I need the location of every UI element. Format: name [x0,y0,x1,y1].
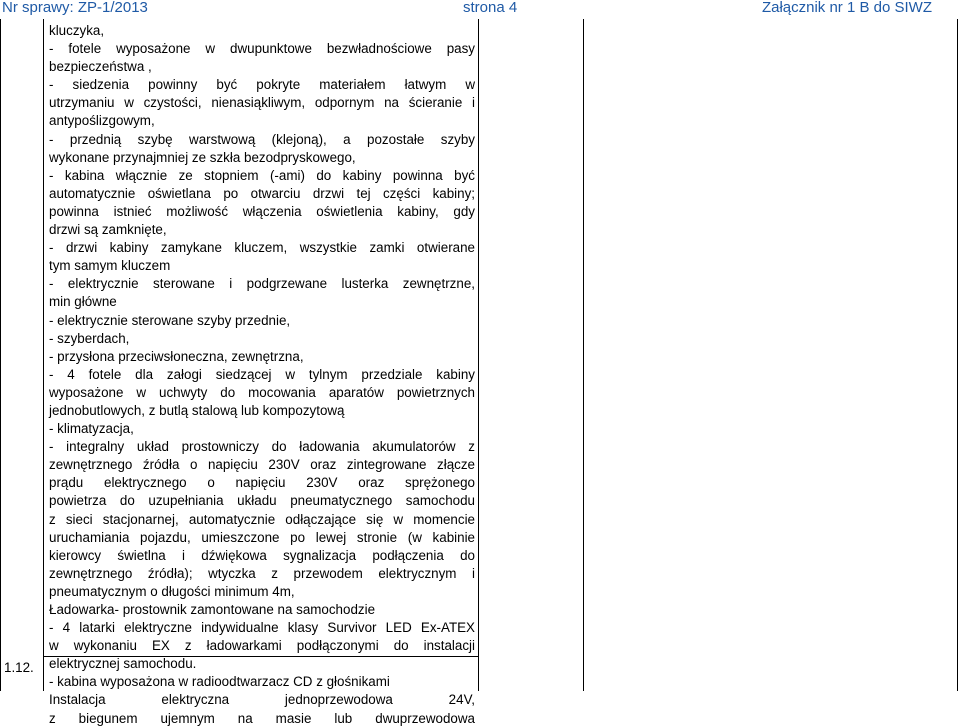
text-line: - integralny układ prostowniczy do ładowania akumulatorów z [49,439,475,455]
text-line: - drzwi kabiny zamykane kluczem, wszystkie zamki otwierane [49,240,475,256]
text-line: - klimatyzacja, [49,421,134,437]
text-line: - 4 latarki elektryczne indywidualne klasy Survivor LED Ex-ATEX [49,620,475,636]
table-border-right [957,19,958,691]
text-line: - siedzenia powinny być pokryte materiałem łatwym w [49,77,475,93]
text-line: kierowcy świetlna i dźwiękowa sygnalizacja podłączenia do [49,547,475,563]
text-line: jednobutlowych, z butlą stalową lub kompozytową [49,402,345,418]
text-line: uruchamiania pojazdu, umieszczone po lewej stronie (w kabinie [49,529,475,545]
text-line: tym samym kluczem [49,258,171,274]
text-line: - fotele wyposażone w dwupunktowe bezwładnościowe pasy [49,41,475,57]
row-number: 1.12. [4,660,34,675]
table-border-left [0,19,1,691]
page-header [0,0,960,20]
attachment-label: Załącznik nr 1 B do SIWZ [761,0,932,16]
text-line: automatycznie oświetlana po otwarciu drzwi tej części kabiny; [49,185,475,201]
text-line: - kabina wyposażona w radioodtwarzacz CD z głośnikami [49,674,390,690]
table-divider-2 [478,19,479,691]
text-line: utrzymaniu w czystości, nienasiąkliwym, odpornym na ścieranie i [49,95,475,111]
text-line: powietrza do uzupełniania układu pneumatycznego samochodu [49,493,475,509]
text-line: zewnętrznego źródła o napięciu 230V oraz zintegrowane złącze [49,457,475,473]
text-line: drzwi są zamknięte, [49,222,167,238]
text-line: - 4 fotele dla załogi siedzącej w tylnym przedziale kabiny [49,366,475,382]
text-line: - kabina włącznie ze stopniem (-ami) do kabiny powinna być [49,167,475,183]
text-line: kluczyka, [49,23,105,38]
text-line: min główne [49,294,117,310]
table-divider-3 [583,19,584,691]
text-line: - elektrycznie sterowane szyby przednie, [49,312,291,328]
text-line: - przednią szybę warstwową (klejoną), a pozostałe szyby [49,131,475,147]
text-line: antypoślizgowym, [49,113,155,129]
text-line: elektrycznej samochodu. [49,656,197,672]
text-line: wyposażone w uchwyty do mocowania aparatów powietrznych [49,384,475,400]
text-line: - przysłona przeciwsłoneczna, zewnętrzna, [49,348,304,364]
page-number: strona 4 [463,0,518,16]
requirement-text [49,22,475,728]
text-line: z biegunem ujemnym na masie lub dwuprzewodowa [49,710,475,726]
text-line: bezpieczeństwa , [49,59,152,75]
text-line: wykonane przynajmniej ze szkła bezodpryskowego, [49,149,356,165]
text-line: w wykonaniu EX z ładowarkami podłączonymi do instalacji [49,638,475,654]
text-line: Ładowarka- prostownik zamontowane na samochodzie [49,602,376,617]
case-number: Nr sprawy: ZP-1/2013 [2,0,148,16]
text-line: - elektrycznie sterowane i podgrzewane lusterka zewnętrzne, [49,276,475,292]
text-line: - szyberdach, [49,330,130,346]
text-line: pneumatycznym o długości minimum 4m, [49,583,295,599]
table-divider-1 [43,19,44,691]
text-line: Instalacja elektryczna jednoprzewodowa 24V, [49,692,475,708]
text-line: zewnętrznego źródła); wtyczka z przewodem elektrycznym i [49,565,475,581]
text-line: prądu elektrycznego o napięciu 230V oraz sprężonego [49,475,475,491]
text-line: z sieci stacjonarnej, automatycznie odłączające się w momencie [49,511,475,527]
text-line: powinna istnieć możliwość włączenia oświetlenia kabiny, gdy [49,203,475,219]
